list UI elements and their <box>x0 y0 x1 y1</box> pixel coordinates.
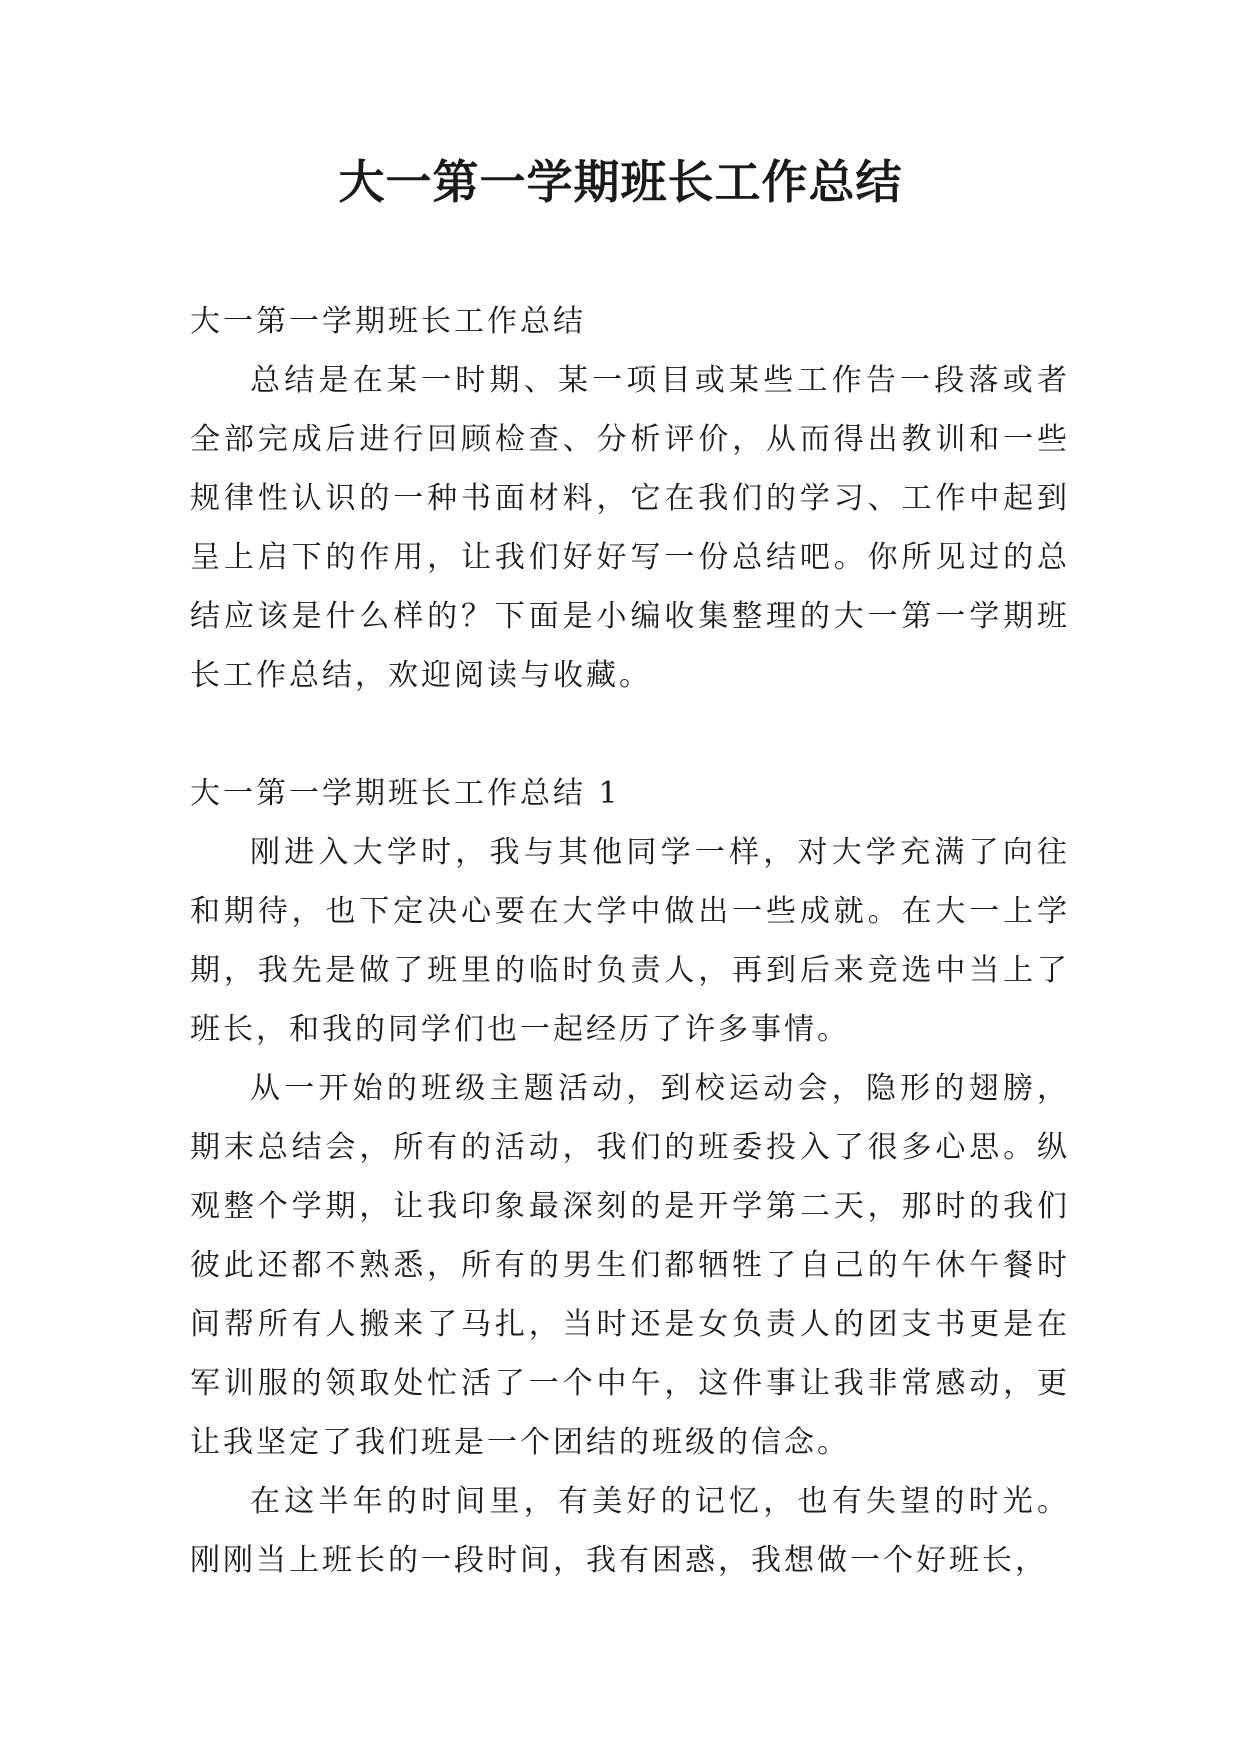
section-1-heading: 大一第一学期班长工作总结 1 <box>190 776 621 811</box>
intro-heading: 大一第一学期班长工作总结 <box>190 304 586 339</box>
section-1-paragraph-3: 在这半年的时间里，有美好的记忆，也有失望的时光。刚刚当上班长的一段时间，我有困惑，我想做一个好班长， <box>190 1484 1070 1578</box>
document-body <box>190 292 1070 1590</box>
section-spacer <box>190 705 1070 764</box>
section-1-paragraph-2: 从一开始的班级主题活动，到校运动会，隐形的翅膀，期末总结会，所有的活动，我们的班委投入了很多心思。纵观整个学期，让我印象最深刻的是开学第二天，那时的我们彼此还都不熟悉，所有的男生们都牺牲了自己的午休午餐时间帮所有人搬来了马扎，当时还是女负责人的团支书更是在军训服的领取处忙活了一个中午，这件事让我非常感动，更让我坚定了我们班是一个团结的班级的信念。 <box>190 1071 1070 1460</box>
document-title: 大一第一学期班长工作总结 <box>338 155 903 209</box>
section-1-paragraph-1: 刚进入大学时，我与其他同学一样，对大学充满了向往和期待，也下定决心要在大学中做出一些成就。在大一上学期，我先是做了班里的临时负责人，再到后来竞选中当上了班长，和我的同学们也一起经历了许多事情。 <box>190 835 1070 1047</box>
intro-paragraph: 总结是在某一时期、某一项目或某些工作告一段落或者全部完成后进行回顾检查、分析评价，从而得出教训和一些规律性认识的一种书面材料，它在我们的学习、工作中起到呈上启下的作用，让我们好好写一份总结吧。你所见过的总结应该是什么样的？下面是小编收集整理的大一第一学期班长工作总结，欢迎阅读与收藏。 <box>190 363 1070 693</box>
